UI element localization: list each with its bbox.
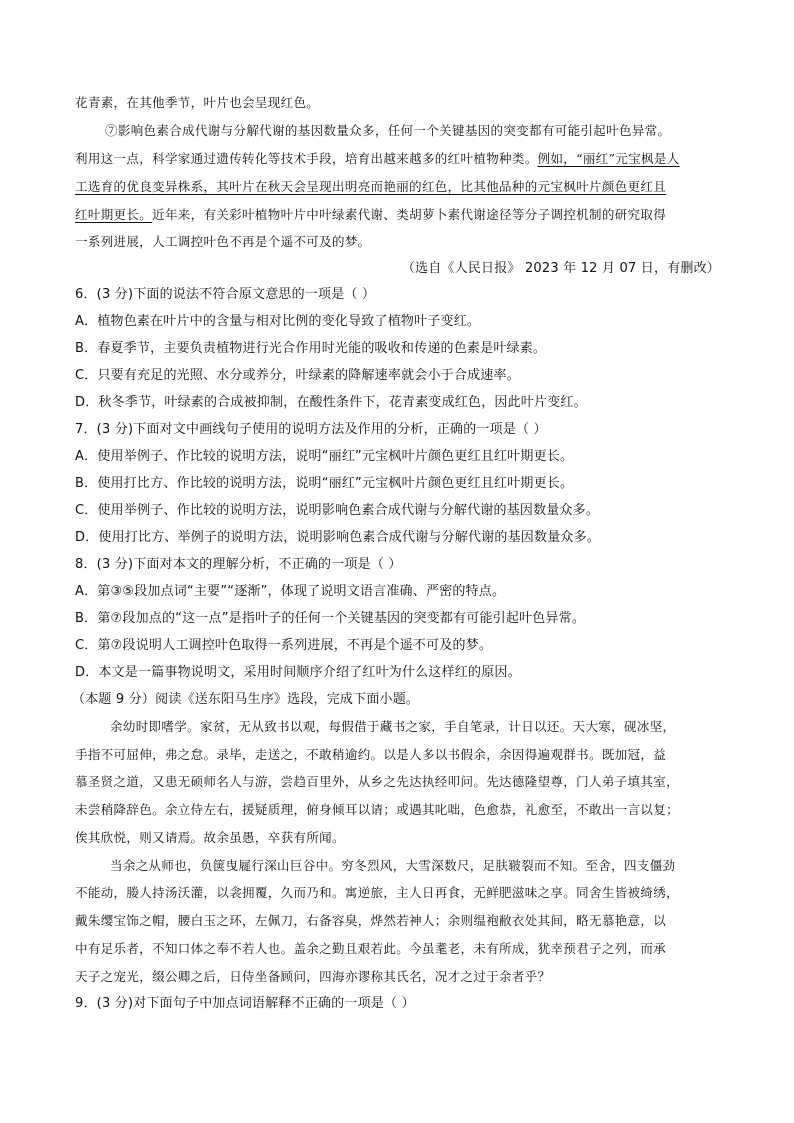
classical-text-line: 当余之从师也，负箧曳屣行深山巨谷中。穷冬烈风，大雪深数尺，足肤皲裂而不知。至舍，四支僵劲 (110, 858, 676, 873)
question-8-option-c: C．第⑦段说明人工调控叶色取得一系列进展，不再是个遥不可及的梦。 (75, 638, 493, 653)
section-heading: （本题 9 分）阅读《送东阳马生序》选段，完成下面小题。 (72, 692, 420, 707)
question-8-option-a: A．第③⑤段加点词“主要”“逐渐”，体现了说明文语言准确、严密的特点。 (75, 584, 506, 599)
classical-text-line: 余幼时即嗜学。家贫，无从致书以观，每假借于藏书之家，手自笔录，计日以还。天大寒，砚冰坚， (110, 719, 676, 734)
plain-text: 利用这一点，科学家通过遗传转化等技术手段，培育出越来越多的红叶植物种类。 (75, 151, 538, 166)
underlined-sentence: 红叶期更长。 (75, 207, 153, 222)
plain-text: 近年来，有关彩叶植物叶片中叶绿素代谢、类胡萝卜素代谢途径等分子调控机制的研究取得 (152, 207, 667, 222)
underlined-sentence: 工选育的优良变异株系，其叶片在秋天会呈现出明亮而艳丽的红色，比其他品种的元宝枫叶片颜色更红且 (75, 179, 667, 194)
question-9-stem: 9．(3 分)对下面句子中加点词语解释不正确的一项是（ ） (75, 996, 415, 1011)
question-8-option-d: D．本文是一篇事物说明文，采用时间顺序介绍了红叶为什么这样红的原因。 (75, 665, 521, 680)
question-7-option-d: D．使用打比方、举例子的说明方法，说明影响色素合成代谢与分解代谢的基因数量众多。 (75, 530, 601, 545)
underlined-sentence: 例如，“丽红”元宝枫是人 (537, 151, 680, 166)
question-7-option-a: A．使用举例子、作比较的说明方法，说明“丽红”元宝枫叶片颜色更红且红叶期更长。 (75, 449, 574, 464)
classical-text-line: 手指不可屈伸，弗之怠。录毕，走送之，不敢稍逾约。以是人多以书假余，余因得遍观群书。既加冠，益 (75, 747, 667, 762)
question-6-option-a: A．植物色素在叶片中的含量与相对比例的变化导致了植物叶子变红。 (75, 314, 481, 329)
classical-text-line: 不能动，媵人持汤沃灌，以衾拥覆，久而乃和。寓逆旅，主人日再食，无鲜肥滋味之享。同舍生皆被绮绣， (75, 885, 679, 900)
question-6-stem: 6．(3 分)下面的说法不符合原文意思的一项是（ ） (75, 287, 376, 302)
classical-text-line: 慕圣贤之道，又患无硕师名人与游，尝趋百里外，从乡之先达执经叩问。先达德隆望尊，门人弟子填其室， (75, 774, 679, 789)
classical-text-line: 天子之宠光，缀公卿之后，日侍坐备顾问，四海亦谬称其氏名，况才之过于余者乎？ (75, 969, 551, 984)
question-8-option-b: B．第⑦段加点的“这一点”是指叶子的任何一个关键基因的突变都有可能引起叶色异常。 (75, 611, 586, 626)
classical-text-line: 未尝稍降辞色。余立侍左右，援疑质理，俯身倾耳以请；或遇其叱咄，色愈恭，礼愈至，不敢出一言以复； (75, 802, 679, 817)
question-7-option-c: C．使用举例子、作比较的说明方法，说明影响色素合成代谢与分解代谢的基因数量众多。 (75, 503, 600, 518)
classical-text-line: 俟其欣悦，则又请焉。故余虽愚，卒获有所闻。 (75, 830, 345, 845)
classical-text-line: 戴朱缨宝饰之帽，腰白玉之环，左佩刀，右备容臭，烨然若神人；余则缊袍敝衣处其间，略无慕艳意，以 (75, 913, 667, 928)
paragraph-7-line: 一系列进展，人工调控叶色不再是个遥不可及的梦。 (75, 234, 371, 249)
classical-text-line: 中有足乐者，不知口体之奉不若人也。盖余之勤且艰若此。今虽耄老，未有所成，犹幸预君子之列，而承 (75, 941, 667, 956)
source-citation: （选自《人民日报》 2023 年 12 月 07 日，有删改） (401, 261, 720, 276)
question-6-option-d: D．秋冬季节，叶绿素的合成被抑制，在酸性条件下，花青素变成红色，因此叶片变红。 (75, 395, 587, 410)
question-6-option-c: C．只要有充足的光照、水分或养分，叶绿素的降解速率就会小于合成速率。 (75, 368, 520, 383)
paragraph-7-line (75, 206, 725, 226)
question-6-option-b: B．春夏季节，主要负责植物进行光合作用时光能的吸收和传递的色素是叶绿素。 (75, 341, 547, 356)
question-7-option-b: B．使用打比方、作比较的说明方法，说明“丽红”元宝枫叶片颜色更红且红叶期更长。 (75, 476, 574, 491)
question-7-stem: 7．(3 分)下面对文中画线句子使用的说明方法及作用的分析，正确的一项是（ ） (75, 422, 547, 437)
question-8-stem: 8．(3 分)下面对本文的理解分析，不正确的一项是（ ） (75, 557, 402, 572)
passage-line: 花青素，在其他季节，叶片也会呈现红色。 (75, 95, 320, 110)
paragraph-7-line (75, 150, 725, 170)
paragraph-7-line: ⑦影响色素合成代谢与分解代谢的基因数量众多，任何一个关键基因的突变都有可能引起叶色异常。 (105, 123, 671, 138)
